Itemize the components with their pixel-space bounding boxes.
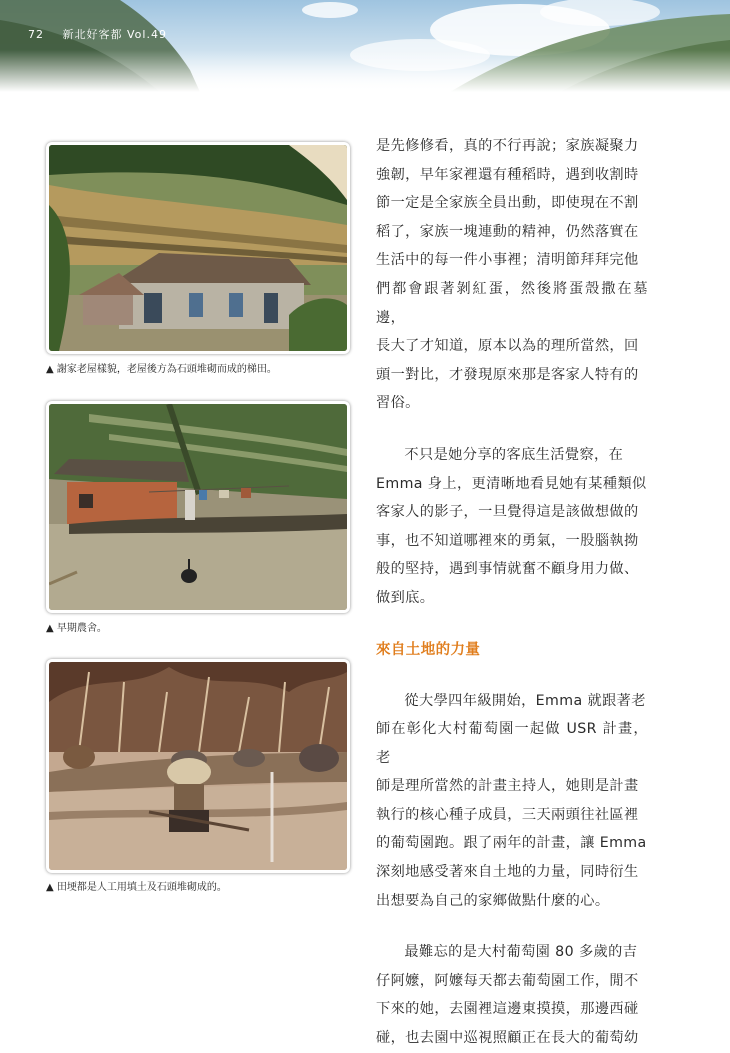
text-line: 做到底。 bbox=[376, 589, 435, 606]
article-paragraph-1 bbox=[376, 132, 648, 418]
text-line: 稻了，家族一塊連動的精神，仍然落實在 bbox=[376, 223, 639, 240]
article-paragraph-4 bbox=[376, 938, 648, 1052]
page-header bbox=[28, 26, 167, 42]
section-heading: 來自土地的力量 bbox=[376, 641, 481, 658]
article-paragraph-3 bbox=[376, 687, 648, 916]
text-line: 生活中的每一件小事裡；清明節拜拜完他 bbox=[376, 252, 639, 269]
text-line: 師在彰化大村葡萄園一起做 USR 計畫，老 bbox=[376, 721, 648, 766]
article-paragraph-2 bbox=[376, 441, 648, 613]
text-line: 是先修修看，真的不行再說；家族凝聚力 bbox=[376, 138, 639, 154]
text-line: 出想要為自己的家鄉做點什麼的心。 bbox=[376, 892, 610, 909]
sky-landscape-banner bbox=[0, 0, 730, 92]
photo-caption: ▲ 田埂都是人工用填土及石頭堆砌成的。 bbox=[46, 882, 227, 893]
text-line: 最難忘的是大村葡萄園 80 多歲的吉 bbox=[404, 944, 638, 961]
text-line: 碰，也去園中巡視照顧正在長大的葡萄幼 bbox=[376, 1030, 639, 1047]
text-line: 習俗。 bbox=[376, 395, 420, 412]
text-line: 深刻地感受著來自土地的力量，同時衍生 bbox=[376, 864, 639, 881]
photo-caption: ▲ 謝家老屋樣貌，老屋後方為石頭堆砌而成的梯田。 bbox=[46, 364, 277, 375]
photo-old-house bbox=[46, 142, 350, 354]
text-line: 強韌，早年家裡還有種稻時，遇到收割時 bbox=[376, 166, 639, 183]
text-line: 節一定是全家族全員出動，即使現在不割 bbox=[376, 195, 639, 212]
text-line: 師是理所當然的計畫主持人，她則是計畫 bbox=[376, 778, 639, 795]
text-line: 頭一對比，才發現原來那是客家人特有的 bbox=[376, 366, 639, 383]
field-ridges-image bbox=[49, 662, 347, 870]
text-line: 下來的她，去園裡這邊東摸摸，那邊西碰 bbox=[376, 1001, 639, 1018]
text-line: 們都會跟著剝紅蛋，然後將蛋殼撒在墓邊， bbox=[376, 280, 648, 326]
photo-caption: ▲ 早期農舍。 bbox=[46, 623, 107, 634]
farmhouse-image bbox=[49, 404, 347, 610]
article-column bbox=[376, 132, 648, 1053]
photo-field-ridges bbox=[46, 659, 350, 873]
text-line: 不只是她分享的客底生活覺察，在 bbox=[404, 446, 624, 463]
text-line: 仔阿嬤，阿嬤每天都去葡萄園工作，閒不 bbox=[376, 972, 639, 989]
magazine-title: 新北好客都 Vol.49 bbox=[62, 28, 167, 41]
old-house-image bbox=[49, 145, 347, 351]
text-line: 從大學四年級開始，Emma 就跟著老 bbox=[404, 692, 646, 709]
photo-farmhouse bbox=[46, 401, 350, 613]
text-line: 的葡萄園跑。跟了兩年的計畫，讓 Emma bbox=[376, 835, 647, 852]
text-line: Emma 身上，更清晰地看見她有某種類似 bbox=[376, 475, 647, 492]
text-line: 客家人的影子，一旦覺得這是該做想做的 bbox=[376, 504, 639, 521]
text-line: 長大了才知道，原本以為的理所當然，回 bbox=[376, 338, 639, 355]
text-line: 執行的核心種子成員，三天兩頭往社區裡 bbox=[376, 806, 639, 823]
header-banner bbox=[0, 0, 730, 92]
text-line: 事，也不知道哪裡來的勇氣，一股腦執拗 bbox=[376, 532, 639, 549]
page-number: 72 bbox=[28, 28, 44, 41]
text-line: 般的堅持，遇到事情就奮不顧身用力做、 bbox=[376, 561, 639, 578]
